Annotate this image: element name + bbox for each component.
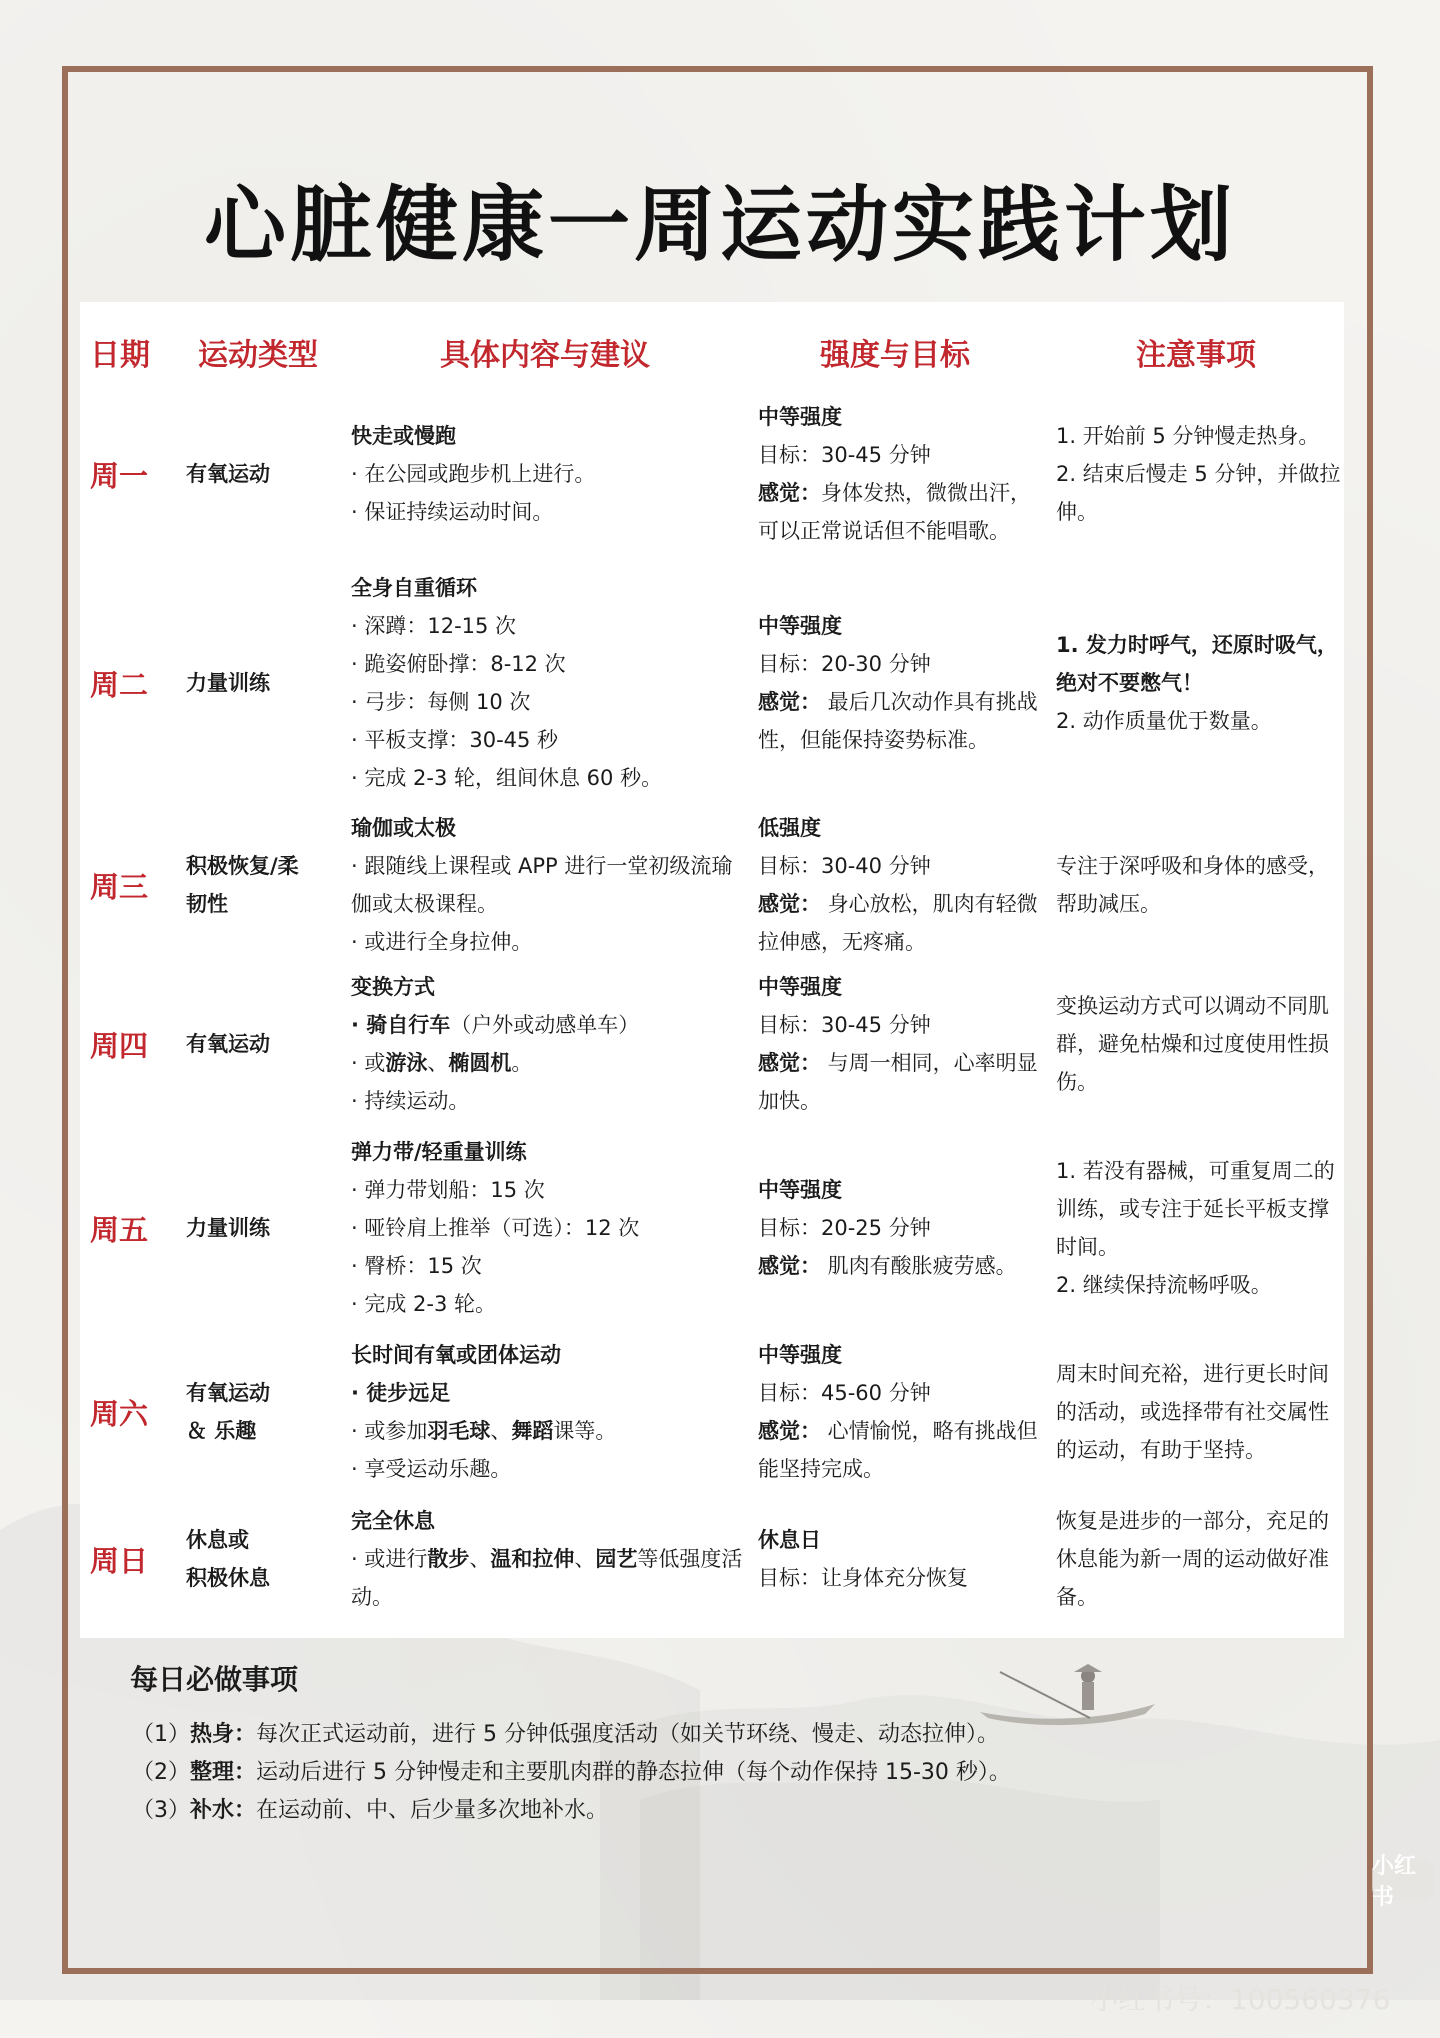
intensity-cell — [758, 810, 1043, 960]
intensity-line: 目标：30-45 分钟 — [758, 443, 931, 467]
intensity-line: 目标：30-40 分钟 — [758, 854, 931, 878]
notes-cell — [1056, 1128, 1342, 1328]
exercise-type-cell — [186, 394, 336, 554]
intensity-line: 目标：20-30 分钟 — [758, 652, 931, 676]
content-line: · 跟随线上课程或 APP 进行一堂初级流瑜伽或太极课程。 — [351, 854, 733, 916]
content-line: 快走或慢跑 — [351, 424, 456, 448]
notes-cell — [1056, 810, 1342, 960]
header-notes: 注意事项 — [1136, 338, 1256, 373]
intensity-line: 目标：30-45 分钟 — [758, 1013, 931, 1037]
content-line: 瑜伽或太极 — [351, 816, 456, 840]
content-line: · 或进行散步、温和拉伸、园艺等低强度活动。 — [351, 1547, 743, 1609]
intensity-cell — [758, 558, 1043, 808]
content-line: · 或游泳、椭圆机。 — [351, 1051, 533, 1075]
notes-line: 周末时间充裕，进行更长时间的活动，或选择带有社交属性的运动，有助于坚持。 — [1056, 1362, 1329, 1462]
content-cell — [351, 558, 743, 808]
table-row-sat — [80, 1332, 1344, 1492]
notes-line: 2. 动作质量优于数量。 — [1056, 709, 1272, 733]
day-cell — [90, 964, 180, 1124]
intensity-line: 感觉： 身心放松，肌肉有轻微拉伸感，无疼痛。 — [758, 892, 1038, 954]
intensity-line: 中等强度 — [758, 1343, 842, 1367]
notes-line: 专注于深呼吸和身体的感受，帮助减压。 — [1056, 854, 1329, 916]
table-row-wed — [80, 810, 1344, 960]
content-cell — [351, 394, 743, 554]
notes-cell — [1056, 394, 1342, 554]
exercise-type-label: 休息或 — [186, 1528, 249, 1552]
day-cell — [90, 810, 180, 960]
exercise-type-label: ＆ 乐趣 — [186, 1419, 257, 1443]
table-row-fri — [80, 1128, 1344, 1328]
content-line: · 臀桥：15 次 — [351, 1254, 482, 1278]
content-line: 全身自重循环 — [351, 576, 477, 600]
content-line: · 深蹲：12-15 次 — [351, 614, 517, 638]
intensity-line: 目标：45-60 分钟 — [758, 1381, 931, 1405]
notes-line: 1. 开始前 5 分钟慢走热身。 — [1056, 424, 1320, 448]
content-line: 长时间有氧或团体运动 — [351, 1343, 561, 1367]
exercise-type-label: 有氧运动 — [186, 462, 270, 486]
notes-line: 2. 结束后慢走 5 分钟，并做拉伸。 — [1056, 462, 1341, 524]
day-cell — [90, 1332, 180, 1492]
intensity-line: 中等强度 — [758, 614, 842, 638]
content-cell — [351, 810, 743, 960]
day-label: 周四 — [90, 1028, 149, 1063]
day-label: 周二 — [90, 667, 149, 702]
exercise-type-label: 力量训练 — [186, 671, 270, 695]
table-row-mon — [80, 394, 1344, 554]
day-label: 周日 — [90, 1543, 149, 1578]
intensity-line: 中等强度 — [758, 1178, 842, 1202]
intensity-line: 感觉：身体发热，微微出汗，可以正常说话但不能唱歌。 — [758, 481, 1031, 543]
exercise-type-label: 有氧运动 — [186, 1032, 270, 1056]
day-cell — [90, 394, 180, 554]
exercise-type-cell — [186, 1332, 336, 1492]
day-cell — [90, 1494, 180, 1624]
header-type: 运动类型 — [198, 338, 318, 373]
daily-list — [132, 1716, 1011, 1830]
notes-cell — [1056, 1332, 1342, 1492]
content-line: · 跪姿俯卧撑：8-12 次 — [351, 652, 566, 676]
content-line: · 哑铃肩上推举（可选）：12 次 — [351, 1216, 640, 1240]
plan-table — [80, 302, 1344, 1638]
content-cell — [351, 1494, 743, 1624]
logo-badge: 小红书 — [1372, 1860, 1434, 1900]
day-label: 周六 — [90, 1396, 149, 1431]
day-label: 周三 — [90, 869, 149, 904]
content-line: · 完成 2-3 轮，组间休息 60 秒。 — [351, 766, 663, 790]
daily-section-title: 每日必做事项 — [130, 1663, 299, 1696]
exercise-type-cell — [186, 810, 336, 960]
content-line: · 徒步远足 — [351, 1381, 451, 1405]
exercise-type-label: 积极休息 — [186, 1566, 270, 1590]
content-line: · 弓步：每侧 10 次 — [351, 690, 531, 714]
exercise-type-cell — [186, 964, 336, 1124]
notes-line: 2. 继续保持流畅呼吸。 — [1056, 1273, 1272, 1297]
content-line: · 弹力带划船：15 次 — [351, 1178, 545, 1202]
day-cell — [90, 558, 180, 808]
content-cell — [351, 964, 743, 1124]
notes-line: 恢复是进步的一部分，充足的休息能为新一周的运动做好准备。 — [1056, 1509, 1329, 1609]
exercise-type-label: 有氧运动 — [186, 1381, 270, 1405]
exercise-type-cell — [186, 1128, 336, 1328]
exercise-type-cell — [186, 558, 336, 808]
page-title: 心脏健康一周运动实践计划 — [203, 177, 1236, 273]
intensity-cell — [758, 1494, 1043, 1624]
intensity-cell — [758, 964, 1043, 1124]
table-row-tue — [80, 558, 1344, 808]
header-content: 具体内容与建议 — [440, 338, 650, 373]
daily-item-cooldown: （2）整理：运动后进行 5 分钟慢走和主要肌肉群的静态拉伸（每个动作保持 15-30 秒）。 — [132, 1760, 1011, 1785]
content-line: 弹力带/轻重量训练 — [351, 1140, 527, 1164]
content-line: · 持续运动。 — [351, 1089, 470, 1113]
intensity-cell — [758, 394, 1043, 554]
daily-item-warmup: （1）热身：每次正式运动前，进行 5 分钟低强度活动（如关节环绕、慢走、动态拉伸）。 — [132, 1722, 1000, 1747]
content-line: · 骑自行车（户外或动感单车） — [351, 1013, 640, 1037]
content-line: 变换方式 — [351, 975, 435, 999]
intensity-line: 休息日 — [758, 1528, 821, 1552]
daily-item-hydration: （3）补水：在运动前、中、后少量多次地补水。 — [132, 1798, 609, 1823]
content-line: · 享受运动乐趣。 — [351, 1457, 512, 1481]
notes-line: 1. 若没有器械，可重复周二的训练，或专注于延长平板支撑时间。 — [1056, 1159, 1335, 1259]
notes-cell — [1056, 558, 1342, 808]
notes-line: 1. 发力时呼气，还原时吸气，绝对不要憋气！ — [1056, 633, 1338, 695]
content-line: · 保证持续运动时间。 — [351, 500, 554, 524]
content-line: · 或进行全身拉伸。 — [351, 930, 533, 954]
notes-line: 变换运动方式可以调动不同肌群，避免枯燥和过度使用性损伤。 — [1056, 994, 1329, 1094]
day-label: 周一 — [90, 458, 149, 493]
header-day: 日期 — [90, 338, 150, 373]
exercise-type-label: 积极恢复/柔 — [186, 854, 299, 878]
intensity-line: 目标：让身体充分恢复 — [758, 1566, 968, 1590]
watermark-text: 小红书号：100560376 — [1090, 1983, 1391, 2016]
notes-cell — [1056, 964, 1342, 1124]
notes-cell — [1056, 1494, 1342, 1624]
table-header — [80, 302, 1344, 392]
content-line: · 或参加羽毛球、舞蹈课等。 — [351, 1419, 617, 1443]
content-line: · 在公园或跑步机上进行。 — [351, 462, 596, 486]
exercise-type-label: 韧性 — [186, 892, 228, 916]
table-row-sun — [80, 1494, 1344, 1624]
intensity-line: 感觉： 肌肉有酸胀疲劳感。 — [758, 1254, 1017, 1278]
content-cell — [351, 1332, 743, 1492]
exercise-type-label: 力量训练 — [186, 1216, 270, 1240]
intensity-cell — [758, 1128, 1043, 1328]
content-cell — [351, 1128, 743, 1328]
day-cell — [90, 1128, 180, 1328]
exercise-type-cell — [186, 1494, 336, 1624]
content-line: 完全休息 — [351, 1509, 435, 1533]
content-line: · 完成 2-3 轮。 — [351, 1292, 497, 1316]
intensity-cell — [758, 1332, 1043, 1492]
header-intensity: 强度与目标 — [820, 338, 970, 373]
intensity-line: 感觉： 最后几次动作具有挑战性，但能保持姿势标准。 — [758, 690, 1038, 752]
content-line: · 平板支撑：30-45 秒 — [351, 728, 559, 752]
intensity-line: 低强度 — [758, 816, 821, 840]
intensity-line: 目标：20-25 分钟 — [758, 1216, 931, 1240]
intensity-line: 感觉： 心情愉悦，略有挑战但能坚持完成。 — [758, 1419, 1038, 1481]
intensity-line: 中等强度 — [758, 405, 842, 429]
table-row-thu — [80, 964, 1344, 1124]
day-label: 周五 — [90, 1212, 149, 1247]
intensity-line: 感觉： 与周一相同，心率明显加快。 — [758, 1051, 1038, 1113]
intensity-line: 中等强度 — [758, 975, 842, 999]
